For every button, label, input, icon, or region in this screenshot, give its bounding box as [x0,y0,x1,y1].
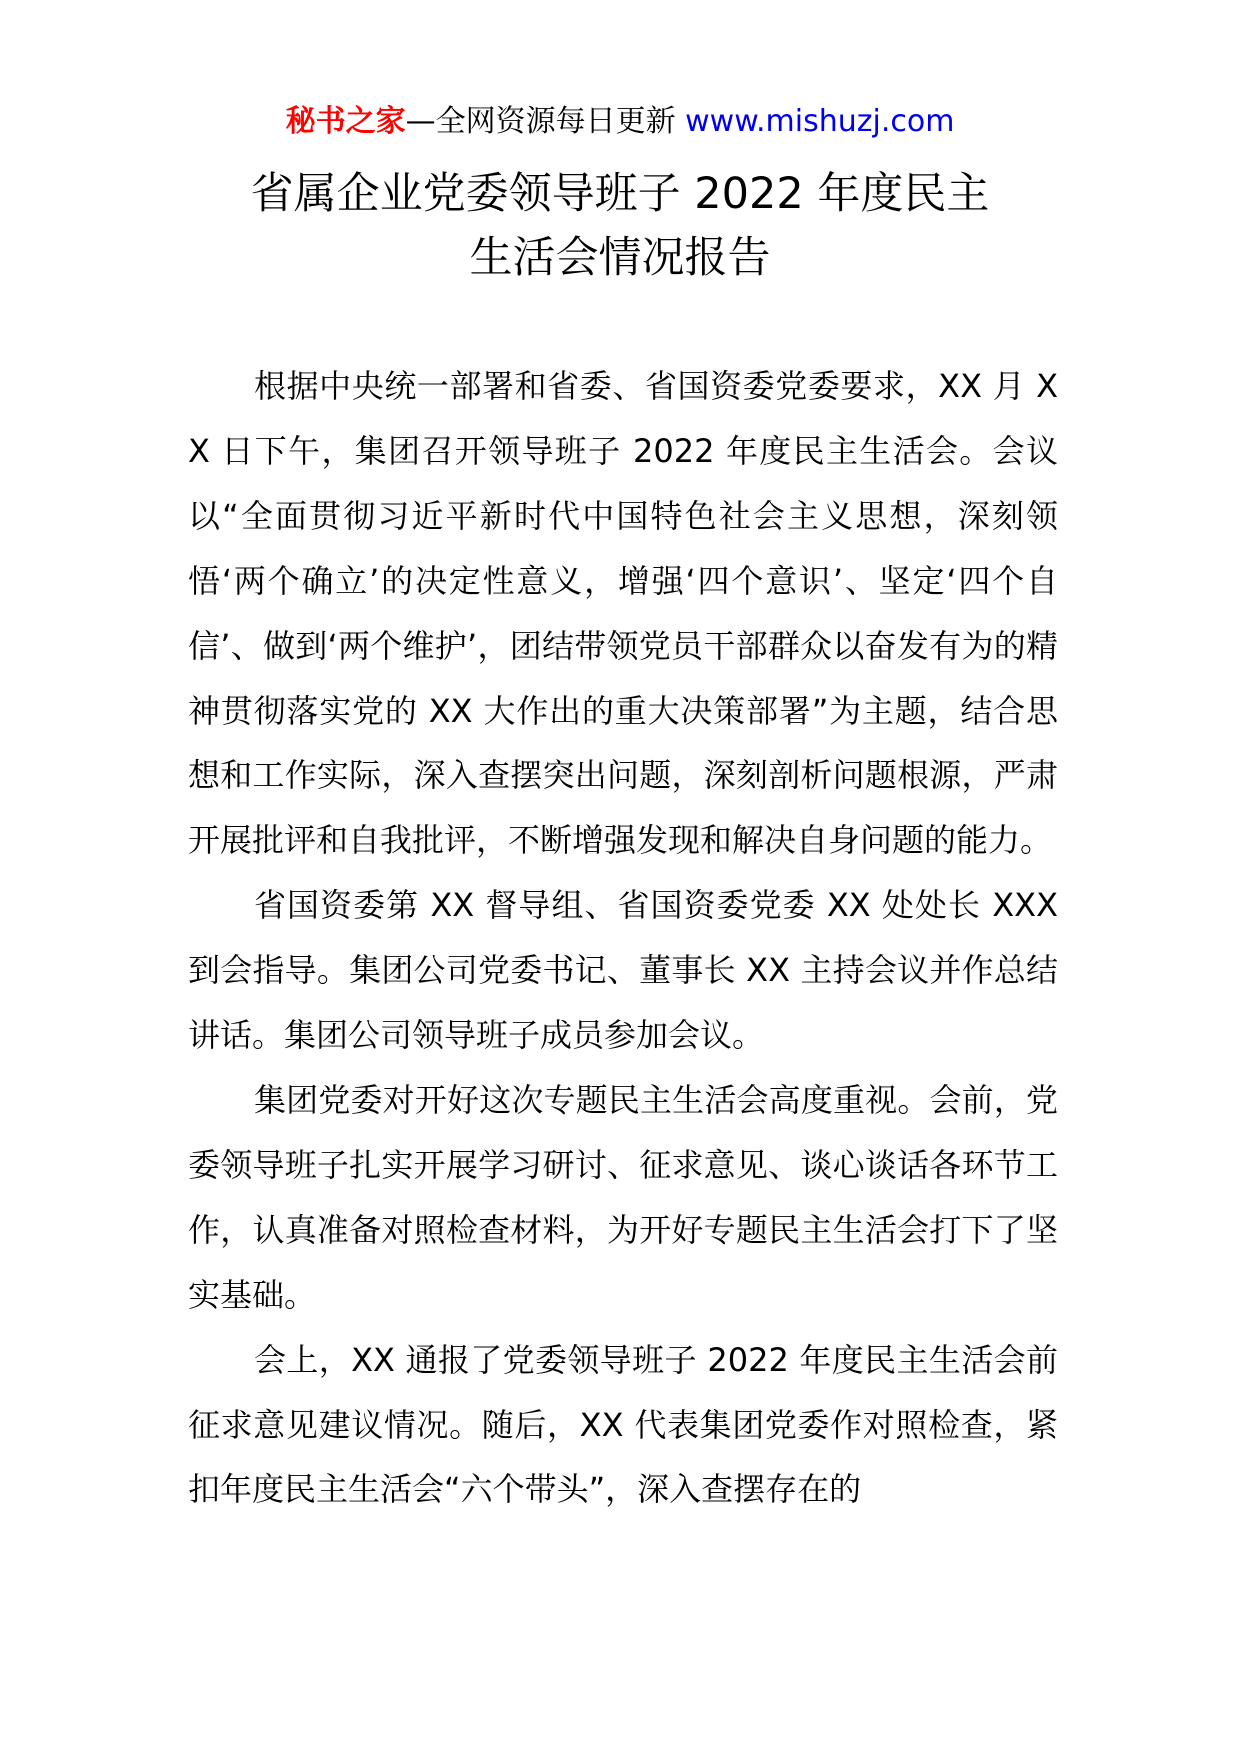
brand-name: 秘书之家 [285,104,406,139]
paragraph-1: 根据中央统一部署和省委、省国资委党委要求，XX 月 XX 日下午，集团召开领导班子 2022 年度民主生活会。会议以“全面贯彻习近平新时代中国特色社会主义思想，深刻领悟‘两个确立’的决定性意义，增强‘四个意识’、坚定‘四个自信’、做到‘两个维护’，团结带领党员干部群众以奋发有为的精神贯彻落实党的 XX 大作出的重大决策部署”为主题，结合思想和工作实际，深入查摆突出问题，深刻剖析问题根源，严肃开展批评和自我批评，不断增强发现和解决自身问题的能力。 [188,367,1058,860]
paragraph-2: 省国资委第 XX 督导组、省国资委党委 XX 处处长 XXX 到会指导。集团公司党委书记、董事长 XX 主持会议并作总结讲话。集团公司领导班子成员参加会议。 [188,886,1058,1055]
paragraph-3: 集团党委对开好这次专题民主生活会高度重视。会前，党委领导班子扎实开展学习研讨、征求意见、谈心谈话各环节工作，认真准备对照检查材料，为开好专题民主生活会打下了坚实基础。 [188,1080,1058,1314]
header-tagline: —全网资源每日更新 [405,104,686,139]
header-banner [0,100,1240,144]
title-line-1: 省属企业党委领导班子 2022 年度民主 [250,169,990,219]
paragraph-4: 会上，XX 通报了党委领导班子 2022 年度民主生活会前征求意见建议情况。随后，XX 代表集团党委作对照检查，紧扣年度民主生活会“六个带头”，深入查摆存在的 [188,1340,1058,1509]
title-line-2: 生活会情况报告 [469,233,771,283]
header-url-link[interactable]: www.mishuzj.com [685,104,955,139]
document-body [188,354,1058,1522]
document-title [0,162,1240,290]
